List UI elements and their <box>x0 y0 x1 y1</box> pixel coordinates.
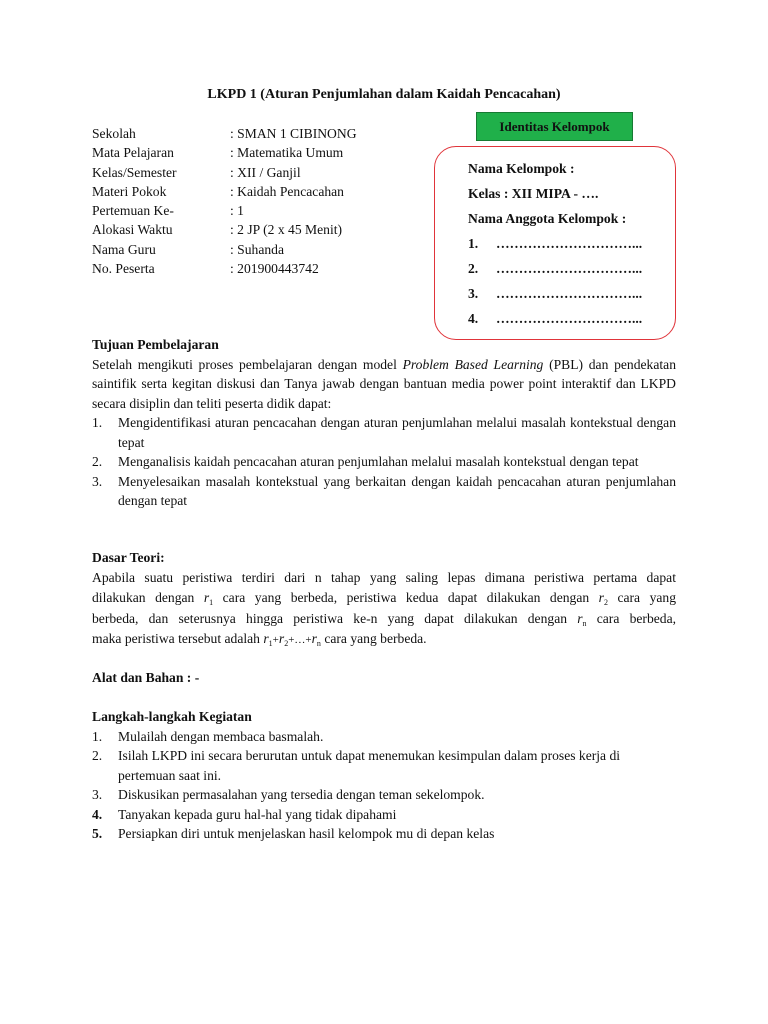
list-text: Menganalisis kaidah pencacahan aturan penjumlahan melalui masalah kontekstual dengan tepat <box>118 454 639 469</box>
intro-model-name: Problem Based Learning <box>402 356 544 372</box>
member-number: 1. <box>468 236 479 251</box>
math-sub: n <box>316 639 321 648</box>
learning-objectives-heading: Tujuan Pembelajaran <box>92 337 219 352</box>
list-number: 1. <box>92 728 103 744</box>
math-var: r <box>577 610 583 626</box>
member-slot <box>468 281 675 306</box>
info-label: Materi Pokok <box>92 183 167 199</box>
info-row-subject <box>92 143 357 162</box>
theory-line <box>92 609 676 630</box>
identity-table <box>92 124 357 278</box>
theory-text: maka peristiwa tersebut adalah <box>92 631 264 646</box>
list-number: 2. <box>92 748 103 763</box>
basic-theory-section <box>92 548 676 650</box>
info-row-topic <box>92 182 357 201</box>
math-sub: n <box>582 618 587 628</box>
math-r1 <box>204 590 213 605</box>
math-rn <box>577 611 586 626</box>
basic-theory-heading: Dasar Teori: <box>92 550 165 565</box>
member-number: 3. <box>468 286 479 301</box>
list-text: Mengidentifikasi aturan pencacahan dengan aturan penjumlahan melalui masalah kontekstual dengan tepat <box>118 415 676 450</box>
member-slot <box>468 231 675 256</box>
info-label: Mata Pelajaran <box>92 145 174 161</box>
theory-text: cara yang berbeda, peristiwa kedua dapat dilakukan dengan <box>213 590 599 605</box>
info-value: : SMAN 1 CIBINONG <box>230 126 357 141</box>
member-blank: …………………………... <box>496 261 643 276</box>
info-value: : Matematika Umum <box>230 145 344 161</box>
list-item <box>92 824 676 844</box>
info-label: Pertemuan Ke- <box>92 203 174 219</box>
math-sub: 1 <box>268 639 273 648</box>
math-sub: 2 <box>603 598 608 607</box>
theory-line <box>92 588 676 609</box>
info-row-participant <box>92 259 357 278</box>
info-value: : 201900443742 <box>230 261 319 277</box>
info-label: Nama Guru <box>92 241 156 257</box>
list-number: 3. <box>92 787 103 802</box>
math-var: r <box>263 631 269 646</box>
group-class-label: Kelas : XII MIPA - …. <box>468 186 599 201</box>
math-var: r <box>598 590 604 605</box>
info-row-meeting <box>92 201 357 220</box>
theory-text: berbeda, dan seterusnya hingga peristiwa ke-n yang dapat dilakukan dengan <box>92 610 578 626</box>
theory-line <box>92 568 676 589</box>
math-var: r <box>311 631 317 646</box>
info-row-school <box>92 124 357 143</box>
math-plus: + <box>288 634 295 646</box>
theory-text: dilakukan dengan <box>92 590 204 605</box>
member-slot <box>468 256 675 281</box>
list-text: Diskusikan permasalahan yang tersedia dengan teman sekelompok. <box>118 787 485 802</box>
member-number: 2. <box>468 261 479 276</box>
list-item <box>92 727 676 747</box>
list-item <box>92 472 676 511</box>
activity-steps-heading: Langkah-langkah Kegiatan <box>92 709 252 724</box>
theory-text: cara yang berbeda. <box>320 631 427 646</box>
math-sum <box>263 631 321 646</box>
info-label: Sekolah <box>92 126 136 141</box>
learning-objectives-intro <box>92 355 676 414</box>
info-value: : Kaidah Pencacahan <box>230 183 344 199</box>
theory-text: cara yang <box>607 590 676 605</box>
group-name-label: Nama Kelompok : <box>468 161 575 176</box>
info-label: Kelas/Semester <box>92 164 177 180</box>
list-number: 2. <box>92 454 103 469</box>
list-number: 3. <box>92 473 103 489</box>
group-identity-box <box>434 146 676 340</box>
list-text: Mulailah dengan membaca basmalah. <box>118 728 324 744</box>
member-number: 4. <box>468 311 479 326</box>
list-item <box>92 452 676 472</box>
math-ellipsis: … <box>294 634 306 646</box>
list-text: Menyelesaikan masalah kontekstual yang berkaitan dengan kaidah pencacahan aturan penjumlahan dengan tepat <box>118 473 676 508</box>
member-blank: …………………………... <box>496 311 643 326</box>
list-number: 1. <box>92 415 103 430</box>
info-value: : 2 JP (2 x 45 Menit) <box>230 222 343 238</box>
learning-objectives-section <box>92 335 676 511</box>
document-title: LKPD 1 (Aturan Penjumlahan dalam Kaidah Pencacahan) <box>207 87 561 102</box>
list-item <box>92 805 676 825</box>
steps-list <box>92 727 676 844</box>
math-sub: 2 <box>284 639 289 648</box>
math-var: r <box>203 590 210 605</box>
math-r2 <box>599 590 608 605</box>
tools-materials-heading: Alat dan Bahan : - <box>92 670 200 685</box>
objectives-list <box>92 413 676 511</box>
group-members-label: Nama Anggota Kelompok : <box>468 211 627 226</box>
info-value: : 1 <box>230 203 244 219</box>
list-text: Tanyakan kepada guru hal-hal yang tidak dipahami <box>118 806 397 822</box>
list-item <box>92 413 676 452</box>
list-item <box>92 785 676 805</box>
math-sub: 1 <box>209 598 214 607</box>
list-text: Isilah LKPD ini secara berurutan untuk dapat menemukan kesimpulan dalam proses kerja di pertemuan saat ini. <box>118 748 621 783</box>
theory-line <box>92 629 676 650</box>
info-value: : XII / Ganjil <box>230 164 301 180</box>
list-number: 4. <box>92 806 103 822</box>
info-label: Alokasi Waktu <box>92 222 173 238</box>
info-row-teacher <box>92 240 357 259</box>
info-label: No. Peserta <box>92 261 155 277</box>
activity-steps-section <box>92 707 676 844</box>
math-plus: + <box>305 634 312 646</box>
member-blank: …………………………... <box>496 236 643 251</box>
group-identity-header: Identitas Kelompok <box>476 112 633 141</box>
member-blank: …………………………... <box>496 286 643 301</box>
theory-text: cara berbeda, <box>586 610 676 626</box>
info-value: : Suhanda <box>230 241 284 257</box>
member-slot <box>468 306 675 331</box>
info-row-time <box>92 220 357 239</box>
intro-text: (PBL) dan pendekatan saintifik serta kegitan diskusi dan Tanya jawab dengan bantuan media power point interaktif dan LKPD secara disiplin dan teliti peserta didik dapat: <box>92 356 676 411</box>
list-number: 5. <box>92 826 103 841</box>
math-plus: + <box>272 634 279 646</box>
theory-text: Apabila suatu peristiwa terdiri dari n tahap yang saling lepas dimana peristiwa pertama dapat <box>92 569 676 585</box>
list-item <box>92 746 676 785</box>
math-var: r <box>278 631 285 646</box>
intro-text: Setelah mengikuti proses pembelajaran dengan model <box>92 356 403 372</box>
list-text: Persiapkan diri untuk menjelaskan hasil kelompok mu di depan kelas <box>118 826 495 841</box>
info-row-class <box>92 163 357 182</box>
